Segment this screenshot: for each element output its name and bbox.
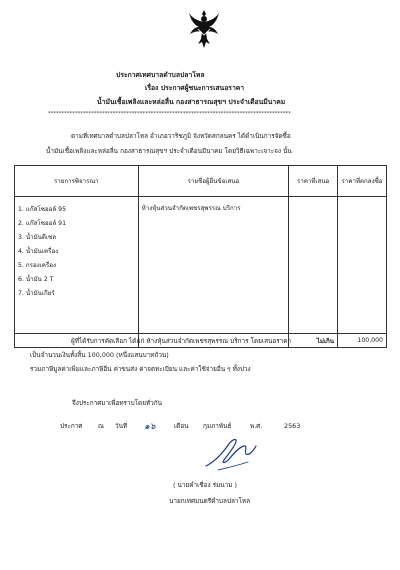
bidder-name: ห้างหุ้นส่วนจำกัดเพชรสุพรรณ บริการ [141, 205, 241, 212]
subject-line [145, 85, 244, 92]
list-item: 1. แก๊สโซฮอล์ 95 [18, 206, 67, 213]
year-label: พ.ศ. [250, 422, 263, 430]
result-line-1: ผู้ที่ได้รับการคัดเลือก ได้แก่ ห้างหุ้นส่วนจำกัดเพชรสุพรรณ บริการ โดยเสนอราคา [71, 337, 292, 345]
total-value: 100,000 [338, 334, 387, 348]
table-row [15, 197, 387, 334]
subject-text: ประกาศผู้ชนะการเสนอราคา [160, 84, 245, 92]
list-item: 6. น้ำมัน 2 T [18, 276, 54, 283]
col-header-agreed-price: ราคาที่ตกลงซื้อ [338, 166, 387, 197]
document-title: น้ำมันเชื้อเพลิงและหล่อลื่น กองสาธารณสุขฯ ประจำเดือนมีนาคม [97, 98, 286, 106]
col-header-bidder: รายชื่อผู้ยื่นข้อเสนอ [138, 166, 289, 197]
closing-text: จึงประกาศมาเพื่อทราบโดยทั่วกัน [72, 399, 162, 407]
offer-price-cell [289, 197, 338, 334]
month-value: กุมภาพันธ์ [203, 422, 232, 430]
col-header-offer-price: ราคาที่เสนอ [289, 166, 338, 197]
agreed-price-cell [338, 197, 387, 334]
items-cell [15, 197, 139, 334]
signer-position: นายกเทศมนตรีตำบลปลาโหล [169, 497, 251, 505]
month-label: เดือน [174, 422, 189, 430]
day-value: ๑๖ [144, 422, 156, 432]
total-label: ไม่เกิน [289, 334, 338, 348]
announce-label: ประกาศ [60, 422, 83, 430]
signature-image [200, 432, 260, 474]
list-item: 2. แก๊สโซฮอล์ 91 [18, 220, 67, 227]
intro-line-1: ตามที่เทศบาลตำบลปลาโหล อำเภอวาริชภูมิ จังหวัดสกลนคร ได้ดำเนินการจัดซื้อ [71, 132, 291, 140]
list-item: 3. น้ำมันดีเซล [18, 234, 57, 241]
org-name: ประกาศเทศบาลตำบลปลาโหล [116, 71, 205, 79]
col-header-items: รายการพิจารณา [15, 166, 139, 197]
at-label: ณ [98, 422, 104, 430]
separator-stars: ****************************************************************************************** [48, 111, 291, 117]
bid-table [14, 165, 387, 348]
list-item: 4. น้ำมันเครื่อง [18, 248, 59, 255]
list-item: 7. น้ำมันเกียร์ [18, 290, 55, 297]
signer-name: ( นายคำเชื่อง ร่มนาม ) [173, 481, 237, 489]
garuda-emblem-icon [188, 8, 220, 50]
bidder-cell [138, 197, 289, 334]
subject-label: เรื่อง [145, 84, 159, 92]
result-line-3: รวมภาษีมูลค่าเพิ่มและภาษีอื่น ค่าขนส่ง ค่าจดทะเบียน และค่าใช้จ่ายอื่น ๆ ทั้งปวง [30, 365, 251, 373]
year-value: 2563 [284, 422, 301, 430]
result-line-2: เป็นจำนวนเงินทั้งสิ้น 100,000 (หนึ่งแสนบาทถ้วน) [30, 351, 169, 359]
list-item: 5. กรองเครื่อง [18, 262, 56, 269]
day-label: วันที่ [115, 422, 128, 430]
table-header-row [15, 166, 387, 197]
intro-line-2: น้ำมันเชื้อเพลิงและหล่อลื่น กองสาธารณสุขฯ ประจำเดือนมีนาคม โดยวิธีเฉพาะเจาะจง นั้น [46, 147, 292, 155]
